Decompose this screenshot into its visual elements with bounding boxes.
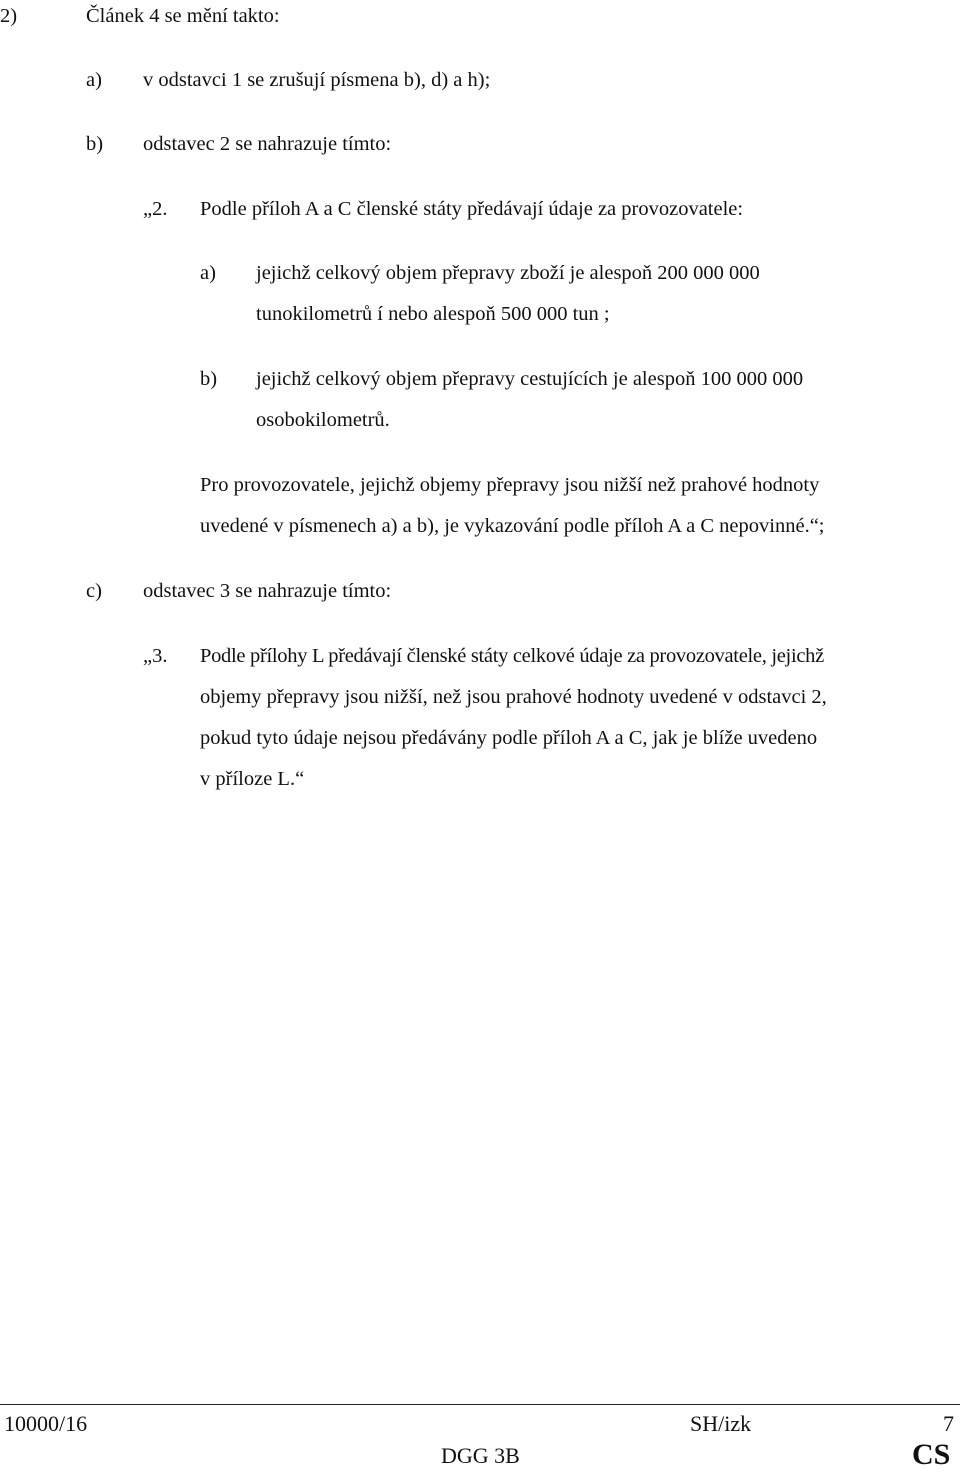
paragraph-3-line-1: Podle přílohy L předávají členské státy celkové údaje za provozovatele, jejichž: [200, 645, 824, 667]
subpoint-label-c: c): [86, 580, 102, 602]
footer-divider: [0, 1404, 960, 1405]
item-heading: Článek 4 se mění takto:: [86, 5, 280, 27]
subpoint-text-c: odstavec 3 se nahrazuje tímto:: [143, 580, 392, 602]
paragraph-3-line-4: v příloze L.“: [200, 768, 305, 790]
footer-directorate: DGG 3B: [441, 1443, 520, 1468]
paragraph-2-closing-line-2: uvedené v písmenech a) a b), je vykazování podle příloh A a C nepovinné.“;: [200, 515, 825, 537]
point-label-b: b): [200, 368, 218, 390]
point-a-line-2: tunokilometrů í nebo alespoň 500 000 tun ;: [256, 303, 610, 325]
point-b-line-2: osobokilometrů.: [256, 409, 390, 431]
point-a-line-1: jejichž celkový objem přepravy zboží je alespoň 200 000 000: [256, 262, 760, 284]
subpoint-text-a: v odstavci 1 se zrušují písmena b), d) a h);: [143, 69, 491, 91]
subpoint-text-b: odstavec 2 se nahrazuje tímto:: [143, 133, 392, 155]
paragraph-3-line-2: objemy přepravy jsou nižší, než jsou prahové hodnoty uvedené v odstavci 2,: [200, 686, 827, 708]
paragraph-3-line-3: pokud tyto údaje nejsou předávány podle příloh A a C, jak je blíže uvedeno: [200, 727, 818, 749]
paragraph-2-closing-line-1: Pro provozovatele, jejichž objemy přepravy jsou nižší než prahové hodnoty: [200, 474, 820, 496]
point-b-line-1: jejichž celkový objem přepravy cestujících je alespoň 100 000 000: [256, 368, 804, 390]
footer-page-number: 7: [943, 1411, 954, 1436]
footer-initials: SH/izk: [690, 1411, 752, 1436]
item-number: 2): [0, 5, 18, 27]
paragraph-2-intro: Podle příloh A a C členské státy předávají údaje za provozovatele:: [200, 198, 744, 220]
footer-language-code: CS: [912, 1438, 951, 1471]
paragraph-2-label: „2.: [143, 198, 168, 220]
subpoint-label-a: a): [86, 69, 102, 91]
paragraph-3-label: „3.: [143, 645, 168, 667]
footer-document-number: 10000/16: [4, 1411, 88, 1436]
point-label-a: a): [200, 262, 216, 284]
subpoint-label-b: b): [86, 133, 104, 155]
